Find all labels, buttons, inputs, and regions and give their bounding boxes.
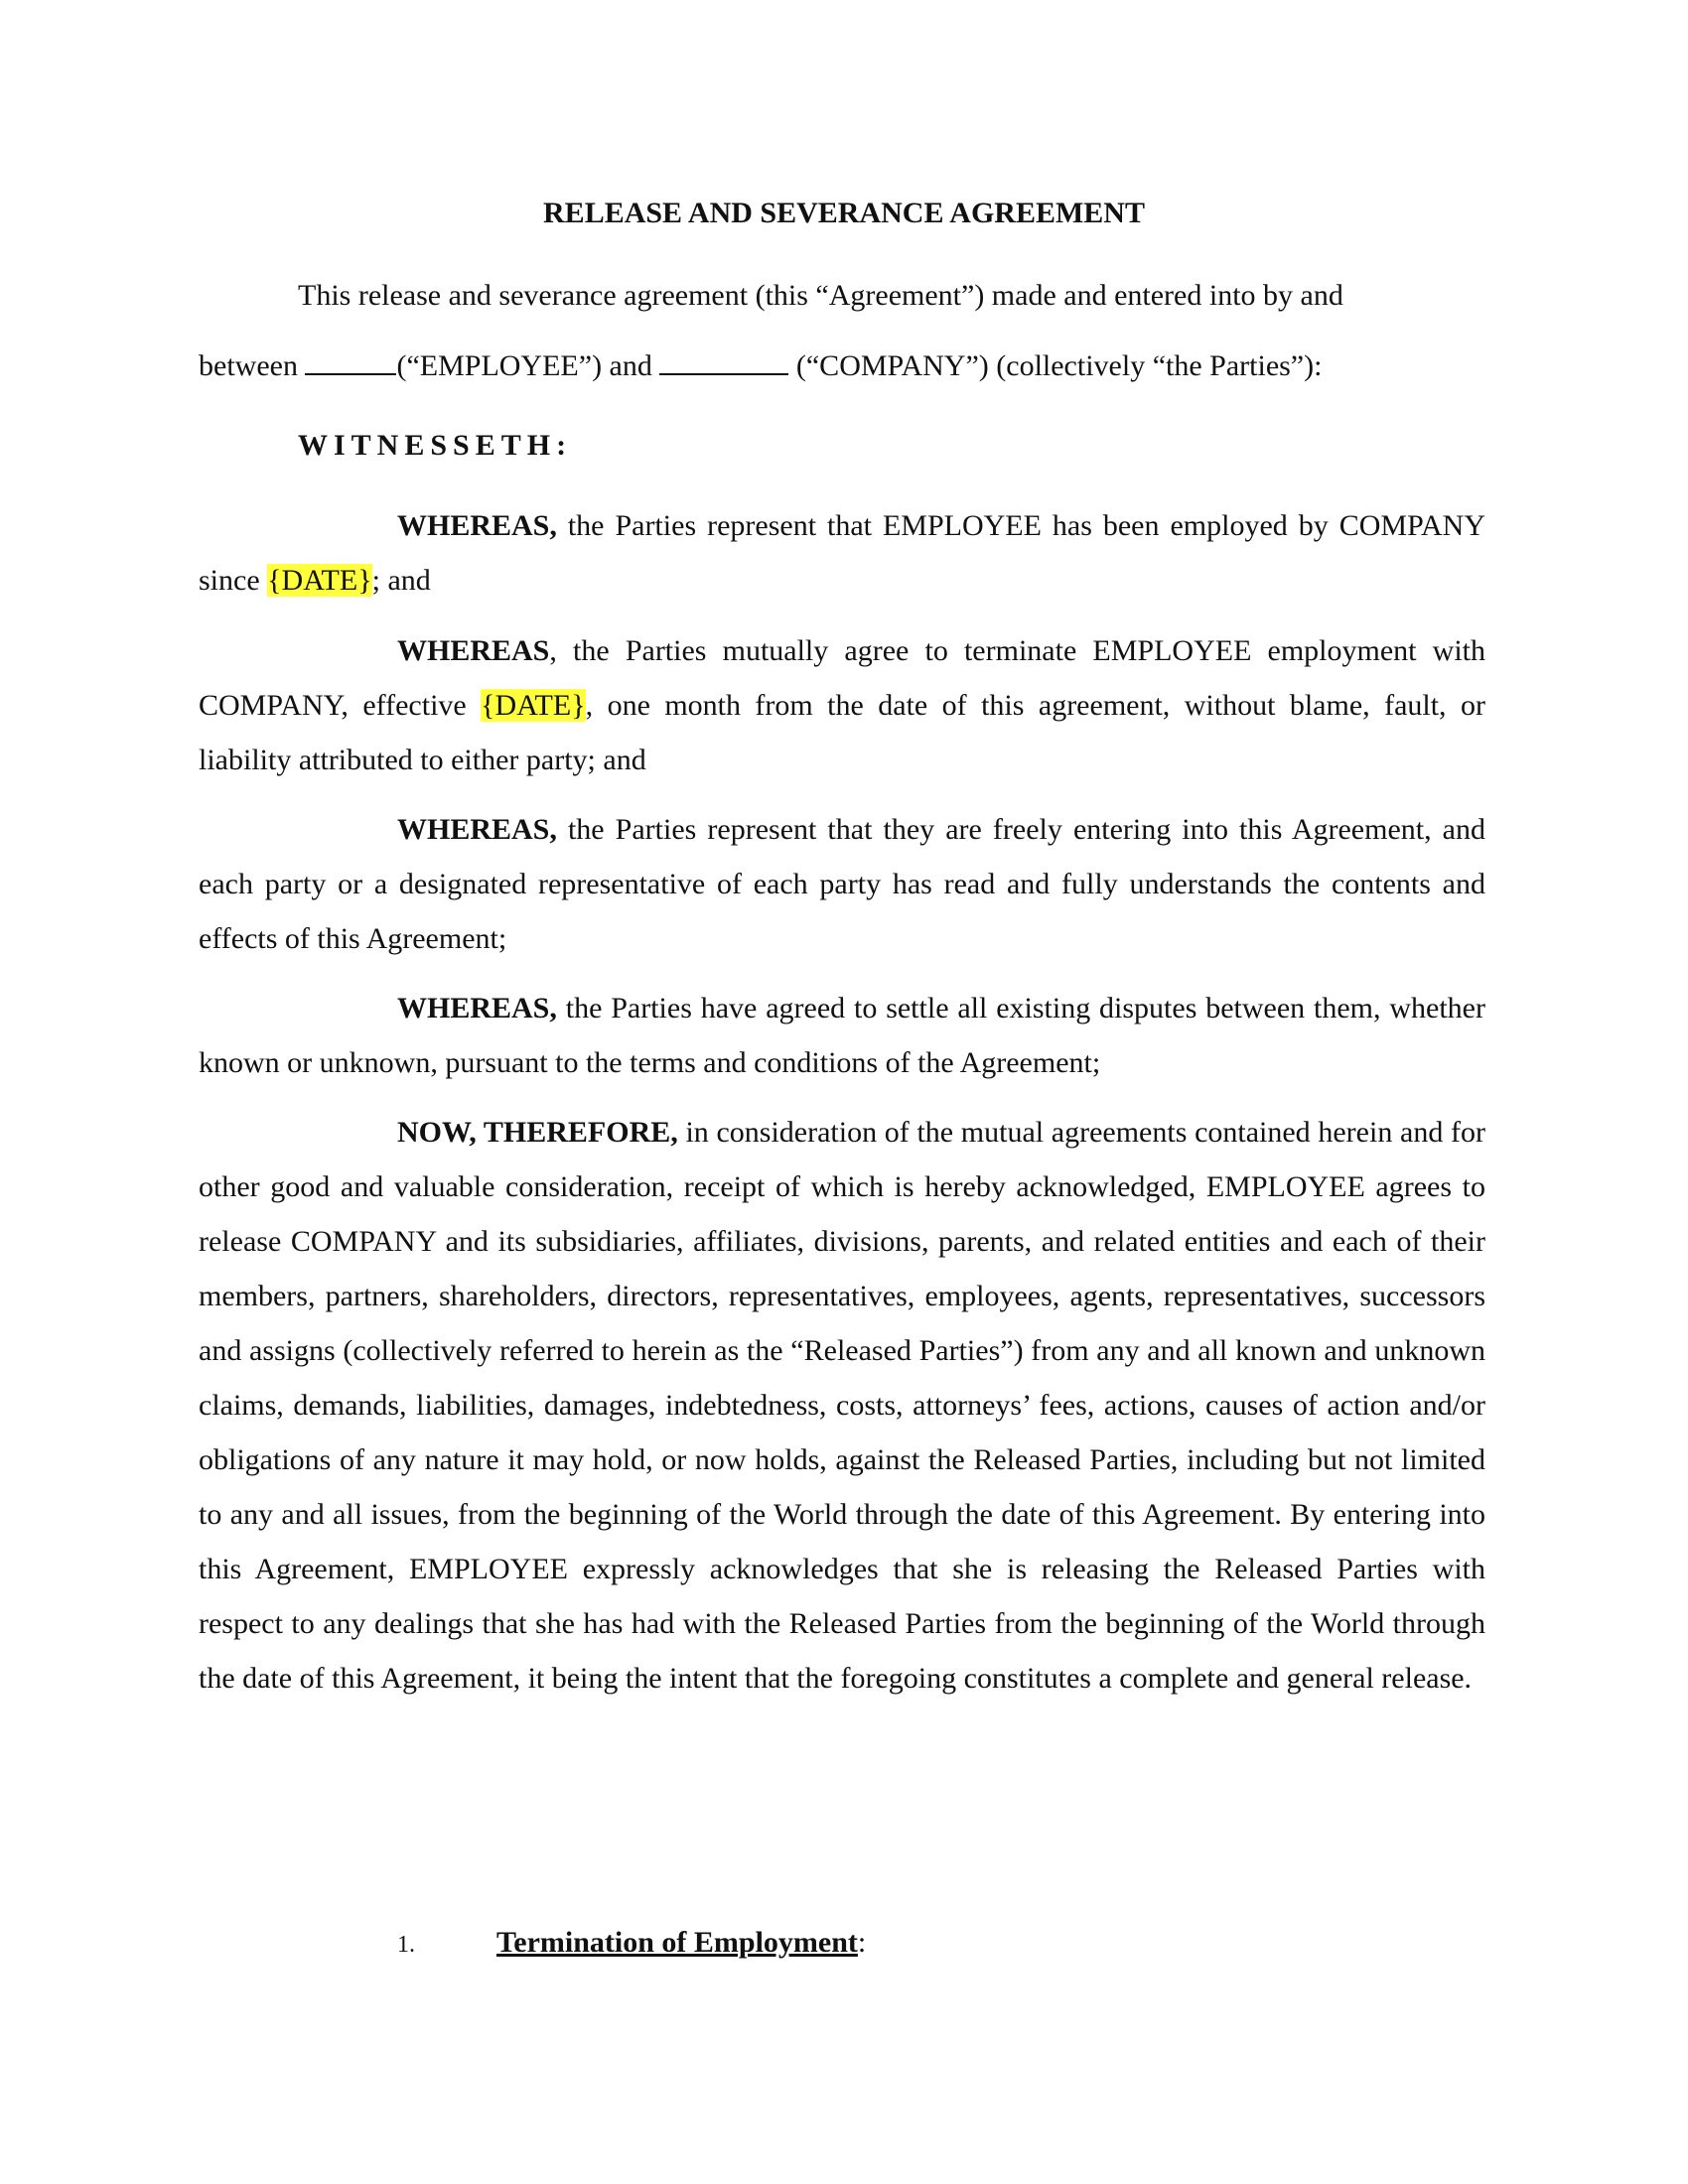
recital-3 — [199, 802, 1485, 966]
recital-1-lead: WHEREAS, — [397, 509, 557, 542]
release-clause — [199, 1105, 1485, 1706]
recital-2-end: , one month from the date of this agreement, without blame, fault, or liability attributed to either party; and — [199, 689, 1485, 776]
date-placeholder-1: {DATE} — [267, 564, 372, 597]
recital-2 — [199, 623, 1485, 787]
release-clause-text: in consideration of the mutual agreements contained herein and for other good and valuable consideration, receipt of which is hereby acknowledged, EMPLOYEE agrees to release COMPANY and its subsidiaries, affiliates, divisions, parents, and related entities and each of their members, partners, shareholders, directors, representatives, employees, agents, representatives, successors and assigns (collectively referred to herein as the “Released Parties”) from any and all known and unknown claims, demands, liabilities, damages, indebtedness, costs, attorneys’ fees, actions, causes of action and/or obligations of any nature it may hold, or now holds, against the Released Parties, including but not limited to any and all issues, from the beginning of the World through the date of this Agreement. By entering into this Agreement, EMPLOYEE expressly acknowledges that she is releasing the Released Parties with respect to any dealings that she has had with the Released Parties from the beginning of the World through the date of this Agreement, it being the intent that the foregoing constitutes a complete and general release. — [199, 1116, 1485, 1695]
company-blank — [659, 349, 788, 375]
employee-label: (“EMPLOYEE”) and — [396, 349, 652, 382]
witnesseth-heading: WITNESSETH: — [298, 429, 573, 462]
document-title: RELEASE AND SEVERANCE AGREEMENT — [543, 197, 1145, 229]
section-1-number: 1. — [397, 1932, 415, 1958]
recital-4-lead: WHEREAS, — [397, 992, 557, 1024]
recital-3-text: the Parties represent that they are freely entering into this Agreement, and each party or a designated representative of each party has read and fully understands the contents and effects of this Agreement; — [199, 813, 1485, 955]
company-label: (“COMPANY”) (collectively “the Parties”): — [795, 349, 1323, 382]
intro-line-1 — [199, 268, 1485, 323]
recital-4 — [199, 981, 1485, 1090]
date-placeholder-2: {DATE} — [481, 689, 586, 722]
intro-text: This release and severance agreement (this “Agreement”) made and entered into by and — [298, 279, 1343, 312]
release-clause-lead: NOW, THEREFORE, — [397, 1116, 678, 1149]
recital-1-text: the Parties represent that EMPLOYEE has been employed by COMPANY since — [199, 509, 1485, 597]
between-word: between — [199, 349, 298, 382]
section-1-suffix: : — [857, 1926, 867, 1959]
intro-line-2 — [199, 349, 1485, 383]
section-1-heading — [397, 1926, 866, 1960]
section-1-title: Termination of Employment — [496, 1926, 858, 1959]
employee-blank — [305, 349, 396, 375]
recital-2-lead: WHEREAS — [397, 634, 550, 667]
recital-4-text: the Parties have agreed to settle all existing disputes between them, whether known or unknown, pursuant to the terms and conditions of the Agreement; — [199, 992, 1485, 1079]
recital-2-text: , the Parties mutually agree to terminate EMPLOYEE employment with COMPANY, effective — [199, 634, 1485, 722]
recital-3-lead: WHEREAS, — [397, 813, 557, 846]
recital-1 — [199, 498, 1485, 608]
recital-1-end: ; and — [371, 564, 431, 597]
